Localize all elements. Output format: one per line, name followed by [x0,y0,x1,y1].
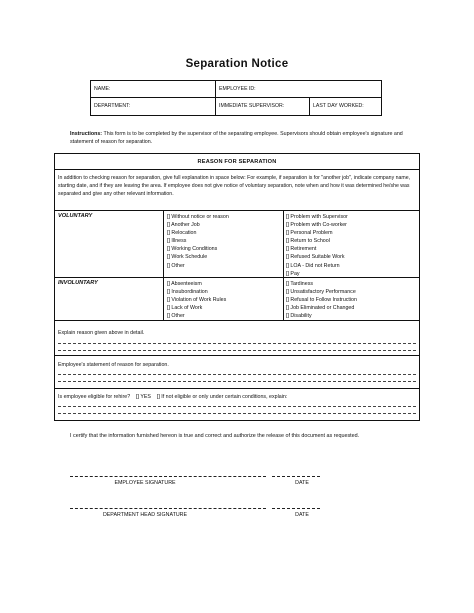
name-label: NAME: [94,86,111,92]
section-divider [55,355,419,356]
certification-text: I certify that the information furnished hereon is true and correct and authorize the release of this document as requested. [70,433,360,439]
reason-box [54,153,420,421]
employee-info-table [90,80,382,116]
instructions-text: This form is to be completed by the supervisor of the separating employee. Supervisors should obtain employee's signature and statement of reason for separation. [70,131,403,146]
rehire-line[interactable] [58,413,416,414]
checkbox-option[interactable]: [] Working Conditions [167,246,218,253]
rehire-no-checkbox[interactable]: [] If not eligible or only under certain conditions, explain: [156,394,288,400]
immediate-supervisor-label: IMMEDIATE SUPERVISOR: [219,103,285,109]
instructions [70,130,410,147]
involuntary-options-2 [286,280,357,320]
dept-head-signature-line[interactable] [70,508,266,509]
checkbox-option[interactable]: [] Another Job [167,222,200,229]
checkbox-option[interactable]: [] Other [167,262,185,269]
employee-id-label: EMPLOYEE ID: [219,86,256,92]
immediate-supervisor-field[interactable] [215,98,309,115]
checkbox-option[interactable]: [] Refused Suitable Work [286,254,345,261]
rehire-question: Is employee eligible for rehire? [58,394,131,400]
name-field[interactable] [91,81,215,97]
voluntary-label: VOLUNTARY [58,213,93,219]
checkbox-option[interactable]: [] Insubordination [167,289,208,296]
grid-divider [163,211,164,320]
checkbox-option[interactable]: [] Illness [167,238,187,245]
last-day-worked-field[interactable] [309,98,383,115]
last-day-worked-label: LAST DAY WORKED: [313,103,364,109]
checkbox-option[interactable]: [] Pay [286,270,300,277]
reason-description: In addition to checking reason for separation, give full explanation in space below: For example, if separation is for "another job", indicate company name, starting date, and if they are leaving the area. If employee does not give notice of voluntary separation, note when and how it was determined he/she was separated and give any other relevant information. [58,175,411,197]
checkbox-option[interactable]: [] Other [167,313,185,320]
dept-head-date-label: DATE [295,512,309,518]
dept-head-date-line[interactable] [272,508,320,509]
checkbox-option[interactable]: [] Refusal to Follow Instruction [286,297,357,304]
checkbox-option[interactable]: [] Problem with Supervisor [286,214,348,220]
dept-head-signature-label: DEPARTMENT HEAD SIGNATURE [102,512,188,518]
checkbox-option[interactable]: [] Violation of Work Rules [167,297,227,304]
rehire-yes-checkbox[interactable]: [] YES [136,394,151,400]
page-title: Separation Notice [185,58,289,70]
reason-header: REASON FOR SEPARATION [55,154,419,170]
statement-line[interactable] [58,381,416,382]
checkbox-option[interactable]: [] Relocation [167,230,197,237]
checkbox-option[interactable]: [] Return to School [286,238,330,245]
info-row-1 [91,81,381,98]
employee-signature-label: EMPLOYEE SIGNATURE [114,480,176,486]
employee-signature-line[interactable] [70,476,266,477]
employee-date-label: DATE [295,480,309,486]
involuntary-label: INVOLUNTARY [58,280,98,286]
checkbox-option[interactable]: [] Unsatisfactory Performance [286,289,356,296]
checkbox-option[interactable]: [] LOA - Did not Return [286,262,340,269]
employee-id-field[interactable] [215,81,383,97]
checkbox-option[interactable]: [] Job Eliminated or Changed [286,305,355,312]
checkbox-option[interactable]: [] Work Schedule [167,254,208,261]
rehire-row [58,394,287,400]
instructions-heading: Instructions: [70,131,103,137]
checkbox-option[interactable]: [] Personal Problem [286,230,333,237]
section-divider [55,388,419,389]
checkbox-option[interactable]: [] Tardiness [286,281,313,287]
voluntary-options-1 [167,213,229,270]
department-label: DEPARTMENT: [94,103,131,109]
checkbox-option[interactable]: [] Without notice or reason [167,214,229,220]
department-field[interactable] [91,98,215,115]
checkbox-option[interactable]: [] Retirement [286,246,317,253]
explain-line[interactable] [58,343,416,344]
employee-date-line[interactable] [272,476,320,477]
explain-line[interactable] [58,350,416,351]
info-row-2 [91,98,381,115]
checkbox-option[interactable]: [] Disability [286,313,312,320]
grid-divider [283,211,284,320]
statement-line[interactable] [58,374,416,375]
statement-label: Employee's statement of reason for separation. [58,362,169,368]
checkbox-option[interactable]: [] Lack of Work [167,305,203,312]
checkbox-option[interactable]: [] Problem with Co-worker [286,222,347,229]
rehire-line[interactable] [58,406,416,407]
reason-grid [55,210,419,321]
voluntary-options-2 [286,213,348,278]
explain-label: Explain reason given above in detail. [58,330,145,336]
checkbox-option[interactable]: [] Absenteeism [167,281,202,287]
grid-divider [55,277,419,278]
involuntary-options-1 [167,280,226,320]
